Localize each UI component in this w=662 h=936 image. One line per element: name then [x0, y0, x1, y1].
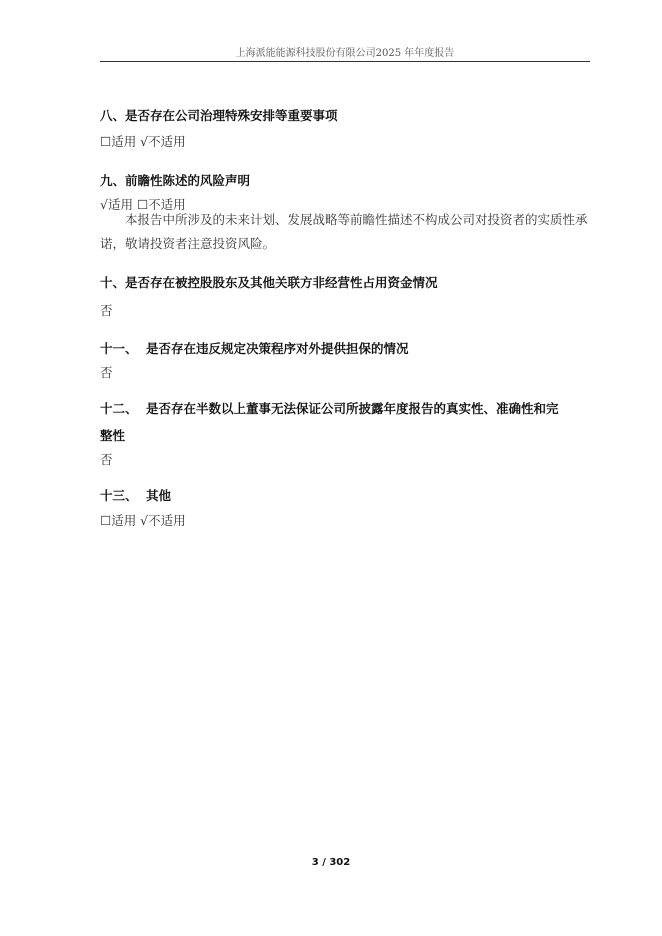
section-13-number: 十三、: [100, 488, 138, 503]
section-12-number: 十二、: [100, 401, 138, 416]
page-header: 上海派能能源科技股份有限公司2025 年年度报告: [235, 48, 455, 59]
section-12-title-line1: 是否存在半数以上董事无法保证公司所披露年度报告的真实性、准确性和完: [146, 401, 559, 416]
section-13-title: 其他: [146, 488, 172, 503]
section-11-answer: 否: [100, 365, 113, 380]
section-9-options: √适用 ☐不适用: [100, 197, 186, 212]
header-divider: [100, 61, 590, 62]
page-number: 3 / 302: [311, 857, 351, 868]
section-8-options: ☐适用 √不适用: [100, 134, 186, 149]
section-12-heading: [100, 399, 559, 417]
section-10-title: 十、是否存在被控股股东及其他关联方非经营性占用资金情况: [100, 275, 438, 290]
section-9-body: 本报告中所涉及的未来计划、发展战略等前瞻性描述不构成公司对投资者的实质性承诺，敬请投资者注意投资风险。: [100, 212, 588, 251]
section-9-title: 九、前瞻性陈述的风险声明: [100, 173, 251, 188]
section-13-heading: [100, 486, 171, 504]
section-11-heading: [100, 339, 409, 357]
section-10-answer: 否: [100, 303, 113, 318]
section-11-title: 是否存在违反规定决策程序对外提供担保的情况: [146, 341, 409, 356]
section-11-number: 十一、: [100, 341, 138, 356]
section-12-answer: 否: [100, 452, 113, 467]
section-12-title-line2: 整性: [100, 428, 126, 443]
section-13-options: ☐适用 √不适用: [100, 513, 186, 528]
section-8-title: 八、是否存在公司治理特殊安排等重要事项: [100, 108, 338, 123]
